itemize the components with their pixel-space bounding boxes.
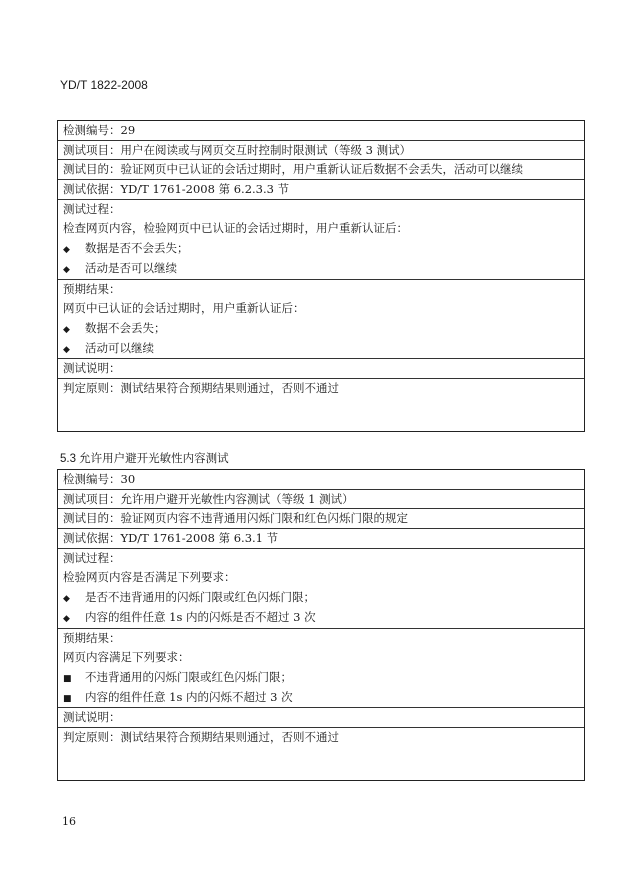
document-header: YD/T 1822-2008 [60, 78, 148, 92]
diamond-bullet-icon: ◆ [63, 264, 70, 275]
process-bullet: ◆ 内容的组件任意 1s 内的闪烁是否不超过 3 次 [63, 608, 584, 628]
diamond-bullet-icon: ◆ [63, 324, 70, 335]
expected-bullet: ■ 不违背通用的闪烁门限或红色闪烁门限； [63, 668, 584, 688]
judgement-rule: 判定原则：测试结果符合预期结果则通过，否则不通过 [63, 380, 339, 395]
test-id: 检测编号：29 [58, 121, 584, 141]
diamond-bullet-icon: ◆ [63, 245, 70, 256]
expected-result [58, 629, 584, 709]
diamond-bullet-icon: ◆ [63, 344, 70, 355]
test-process [58, 200, 584, 280]
expected-result [58, 280, 584, 360]
test-table-29 [57, 120, 585, 432]
page-number: 16 [62, 815, 76, 828]
square-bullet-icon: ■ [63, 673, 72, 684]
expected-title: 预期结果： [63, 630, 121, 645]
test-item: 测试项目：允许用户避开光敏性内容测试（等级 1 测试） [58, 490, 584, 510]
diamond-bullet-icon: ◆ [63, 613, 70, 624]
process-intro: 检查网页内容，检验网页中已认证的会话过期时，用户重新认证后： [63, 221, 408, 236]
test-table-30 [57, 469, 585, 781]
process-bullet: ◆ 数据是否不会丢失； [63, 239, 584, 259]
square-bullet-icon: ■ [63, 693, 72, 704]
expected-title: 预期结果： [63, 281, 121, 296]
test-notes: 测试说明： [58, 708, 584, 728]
judgement-rule: 判定原则：测试结果符合预期结果则通过，否则不通过 [63, 729, 339, 744]
process-bullet: ◆ 是否不违背通用的闪烁门限或红色闪烁门限； [63, 588, 584, 608]
test-notes: 测试说明： [58, 359, 584, 379]
process-intro: 检验网页内容是否满足下列要求： [63, 570, 236, 585]
expected-intro: 网页内容满足下列要求： [63, 650, 190, 665]
expected-intro: 网页中已认证的会话过期时，用户重新认证后： [63, 301, 305, 316]
test-basis: 测试依据：YD/T 1761-2008 第 6.3.1 节 [58, 529, 584, 549]
process-title: 测试过程： [63, 550, 121, 565]
test-item: 测试项目：用户在阅读或与网页交互时控制时限测试（等级 3 测试） [58, 141, 584, 161]
section-heading: 5.3 允许用户避开光敏性内容测试 [60, 453, 229, 465]
test-process [58, 549, 584, 629]
expected-bullet: ◆ 活动可以继续 [63, 339, 584, 359]
test-purpose: 测试目的：验证网页中已认证的会话过期时，用户重新认证后数据不会丢失，活动可以继续 [58, 160, 584, 180]
diamond-bullet-icon: ◆ [63, 594, 70, 605]
expected-bullet: ◆ 数据不会丢失； [63, 319, 584, 339]
process-bullet: ◆ 活动是否可以继续 [63, 259, 584, 279]
test-basis: 测试依据：YD/T 1761-2008 第 6.2.3.3 节 [58, 180, 584, 200]
test-purpose: 测试目的：验证网页内容不违背通用闪烁门限和红色闪烁门限的规定 [58, 509, 584, 529]
expected-bullet: ■ 内容的组件任意 1s 内的闪烁不超过 3 次 [63, 688, 584, 708]
test-id: 检测编号：30 [58, 470, 584, 490]
process-title: 测试过程： [63, 201, 121, 216]
